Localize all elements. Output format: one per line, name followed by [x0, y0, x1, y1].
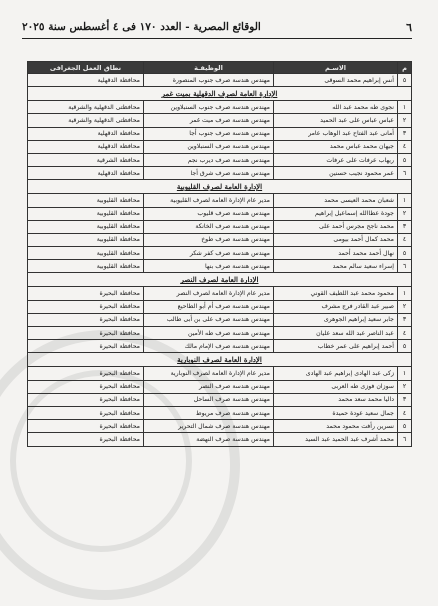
job-cell: مهندس هندسة صرف جنوب المنصورة: [144, 74, 274, 87]
table-row: [28, 127, 412, 140]
table-row: [28, 300, 412, 313]
table-row: [28, 167, 412, 180]
row-number-cell: ٥: [398, 74, 412, 87]
row-number-cell: ٢: [398, 114, 412, 127]
table-row: [28, 247, 412, 260]
name-cell: محمد كمال أحمد بيومى: [274, 233, 398, 246]
place-cell: محافظة الدقهلية: [28, 74, 144, 87]
job-cell: مهندس هندسة صرف كفر شكر: [144, 247, 274, 260]
place-cell: محافظة البحيرة: [28, 420, 144, 433]
name-cell: شعبان محمد العيسى محمد: [274, 194, 398, 207]
name-cell: عبد الناصر عبد الله سعد عليان: [274, 327, 398, 340]
row-number-cell: ٣: [398, 127, 412, 140]
place-cell: محافظتى الدقهلية والشرقية: [28, 114, 144, 127]
job-cell: مهندس هندسة صرف ديرب نجم: [144, 153, 274, 166]
place-cell: محافظة القليوبية: [28, 194, 144, 207]
row-number-cell: ١: [398, 367, 412, 380]
job-cell: مهندس هندسة صرف قليوب: [144, 207, 274, 220]
name-cell: زكى عبد الهادى إبراهيم عبد الهادى: [274, 367, 398, 380]
name-cell: داليا محمد سعد محمد: [274, 393, 398, 406]
job-cell: مهندس هندسة صرف شمال التحرير: [144, 420, 274, 433]
section-heading: [28, 353, 412, 367]
section-heading-row: [28, 180, 412, 194]
col-header-name: الاسـم: [274, 62, 398, 74]
table-row: [28, 367, 412, 380]
name-cell: نسرين رأفت محمود محمد: [274, 420, 398, 433]
section-heading: [28, 273, 412, 287]
row-number-cell: ٢: [398, 380, 412, 393]
place-cell: محافظة البحيرة: [28, 287, 144, 300]
section-title: الإدارة العامة لصرف القليوبية: [176, 182, 263, 192]
place-cell: محافظة الدقهلية: [28, 140, 144, 153]
job-cell: مهندس هندسة صرف السنبلاوين: [144, 140, 274, 153]
job-cell: مهندس هندسة صرف طوخ: [144, 233, 274, 246]
table-row: [28, 207, 412, 220]
job-cell: مهندس هندسة صرف طه الأمين: [144, 327, 274, 340]
name-cell: صبير عبد القادر فرج مشرف: [274, 300, 398, 313]
staff-table: [27, 61, 412, 447]
job-cell: مهندس هندسة صرف الساحل: [144, 393, 274, 406]
place-cell: محافظتى الدقهلية والشرقية: [28, 101, 144, 114]
table-row: [28, 153, 412, 166]
place-cell: محافظة البحيرة: [28, 300, 144, 313]
col-header-job: الوظيفـة: [144, 62, 274, 74]
place-cell: محافظة البحيرة: [28, 367, 144, 380]
place-cell: محافظة الدقهلية: [28, 127, 144, 140]
table-row: [28, 101, 412, 114]
job-cell: مهندس هندسة صرف ميت غمر: [144, 114, 274, 127]
job-cell: مهندس هندسة صرف شرق أجا: [144, 167, 274, 180]
place-cell: محافظة البحيرة: [28, 406, 144, 419]
name-cell: محمد ناجح مجرس أحمد على: [274, 220, 398, 233]
place-cell: محافظة القليوبية: [28, 207, 144, 220]
row-number-cell: ٥: [398, 420, 412, 433]
name-cell: عباس عباس على عبد الحميد: [274, 114, 398, 127]
job-cell: مدير عام الإدارة العامة لصرف القليوبية: [144, 194, 274, 207]
job-cell: مهندس هندسة صرف الخانكة: [144, 220, 274, 233]
name-cell: أنس إبراهيم محمد السوقى: [274, 74, 398, 87]
name-cell: عمر محمود نجيب حسنين: [274, 167, 398, 180]
name-cell: محمود محمد عبد اللطيف القوني: [274, 287, 398, 300]
name-cell: ريهاب عرفات على عرفات: [274, 153, 398, 166]
name-cell: أحمد إبراهيم على عمر خطاب: [274, 340, 398, 353]
table-row: [28, 287, 412, 300]
section-title: الإدارة العامة لصرف النوبارية: [177, 355, 262, 365]
section-heading: [28, 87, 412, 101]
table-row: [28, 393, 412, 406]
page-header: [22, 16, 412, 39]
section-heading-row: [28, 353, 412, 367]
name-cell: جابر سعيد إبراهيم الجوهرى: [274, 313, 398, 326]
name-cell: سوزان فوزى طه العربى: [274, 380, 398, 393]
col-header-place: نطاق العمل الجغرافى: [28, 62, 144, 74]
place-cell: محافظة القليوبية: [28, 247, 144, 260]
section-heading-row: [28, 273, 412, 287]
table-row: [28, 114, 412, 127]
job-cell: مهندس هندسة صرف بنها: [144, 260, 274, 273]
row-number-cell: ٤: [398, 233, 412, 246]
job-cell: مهندس هندسة صرف مريوط: [144, 406, 274, 419]
row-number-cell: ١: [398, 287, 412, 300]
gazette-title: الوقائع المصرية - العدد ١٧٠ فى ٤ أغسطس سنة ٢٠٢٥: [22, 21, 261, 33]
table-header-row: [28, 62, 412, 74]
section-title: الإدارة العامة لصرف الدقهلية بميت غمر: [161, 89, 278, 99]
row-number-cell: ٢: [398, 300, 412, 313]
row-number-cell: ٣: [398, 313, 412, 326]
place-cell: محافظة البحيرة: [28, 327, 144, 340]
row-number-cell: ٦: [398, 167, 412, 180]
section-heading: [28, 180, 412, 194]
job-cell: مهندس هندسة صرف النصر: [144, 380, 274, 393]
col-header-num: م: [398, 62, 412, 74]
table-row: [28, 194, 412, 207]
row-number-cell: ١: [398, 194, 412, 207]
row-number-cell: ٦: [398, 260, 412, 273]
name-cell: أمانى عبد الفتاح عبد الوهاب عامر: [274, 127, 398, 140]
job-cell: مهندس هندسة صرف النهضة: [144, 433, 274, 446]
section-title: الإدارة العامة لصرف النصر: [180, 275, 259, 285]
row-number-cell: ٥: [398, 153, 412, 166]
job-cell: مهندس هندسة صرف جنوب أجا: [144, 127, 274, 140]
name-cell: جمال سعيد عودة حميدة: [274, 406, 398, 419]
name-cell: جيهان محمد عباس محمد: [274, 140, 398, 153]
place-cell: محافظة البحيرة: [28, 313, 144, 326]
table-row: [28, 420, 412, 433]
place-cell: محافظة البحيرة: [28, 340, 144, 353]
place-cell: محافظة البحيرة: [28, 393, 144, 406]
job-cell: مهندس هندسة صرف جنوب السنبلاوين: [144, 101, 274, 114]
row-number-cell: ٥: [398, 247, 412, 260]
row-number-cell: ٤: [398, 406, 412, 419]
job-cell: مهندس هندسة صرف أم أبو الطاحيع: [144, 300, 274, 313]
place-cell: محافظة البحيرة: [28, 380, 144, 393]
name-cell: جودة عطاالله إسماعيل إبراهيم: [274, 207, 398, 220]
section-heading-row: [28, 87, 412, 101]
row-number-cell: ٤: [398, 327, 412, 340]
job-cell: مدير عام الإدارة العامة لصرف النصر: [144, 287, 274, 300]
table-row: [28, 406, 412, 419]
job-cell: مهندس هندسة صرف الإمام مالك: [144, 340, 274, 353]
name-cell: إسراء سعيد سالم محمد: [274, 260, 398, 273]
name-cell: محمد أشرف عبد الحميد عبد السيد: [274, 433, 398, 446]
place-cell: محافظة القليوبية: [28, 260, 144, 273]
table-row: [28, 433, 412, 446]
table-row: [28, 340, 412, 353]
place-cell: محافظة القليوبية: [28, 233, 144, 246]
page-number: ٦: [406, 20, 412, 34]
table-row: [28, 140, 412, 153]
table-row: [28, 327, 412, 340]
row-number-cell: ٢: [398, 207, 412, 220]
name-cell: نهال أحمد محمد أحمد: [274, 247, 398, 260]
place-cell: محافظة البحيرة: [28, 433, 144, 446]
table-row: [28, 74, 412, 87]
row-number-cell: ٣: [398, 220, 412, 233]
table-row: [28, 260, 412, 273]
table-body: [28, 74, 412, 447]
place-cell: محافظة الشرقية: [28, 153, 144, 166]
job-cell: مدير عام الإدارة العامة لصرف النوبارية: [144, 367, 274, 380]
table-row: [28, 313, 412, 326]
row-number-cell: ١: [398, 101, 412, 114]
job-cell: مهندس هندسة صرف على بن أبى طالب: [144, 313, 274, 326]
table-row: [28, 220, 412, 233]
row-number-cell: ٥: [398, 340, 412, 353]
row-number-cell: ٦: [398, 433, 412, 446]
row-number-cell: ٣: [398, 393, 412, 406]
place-cell: محافظة القليوبية: [28, 220, 144, 233]
place-cell: محافظة الدقهلية: [28, 167, 144, 180]
row-number-cell: ٤: [398, 140, 412, 153]
table-row: [28, 380, 412, 393]
name-cell: نجوى طه محمد عبد الله: [274, 101, 398, 114]
table-row: [28, 233, 412, 246]
